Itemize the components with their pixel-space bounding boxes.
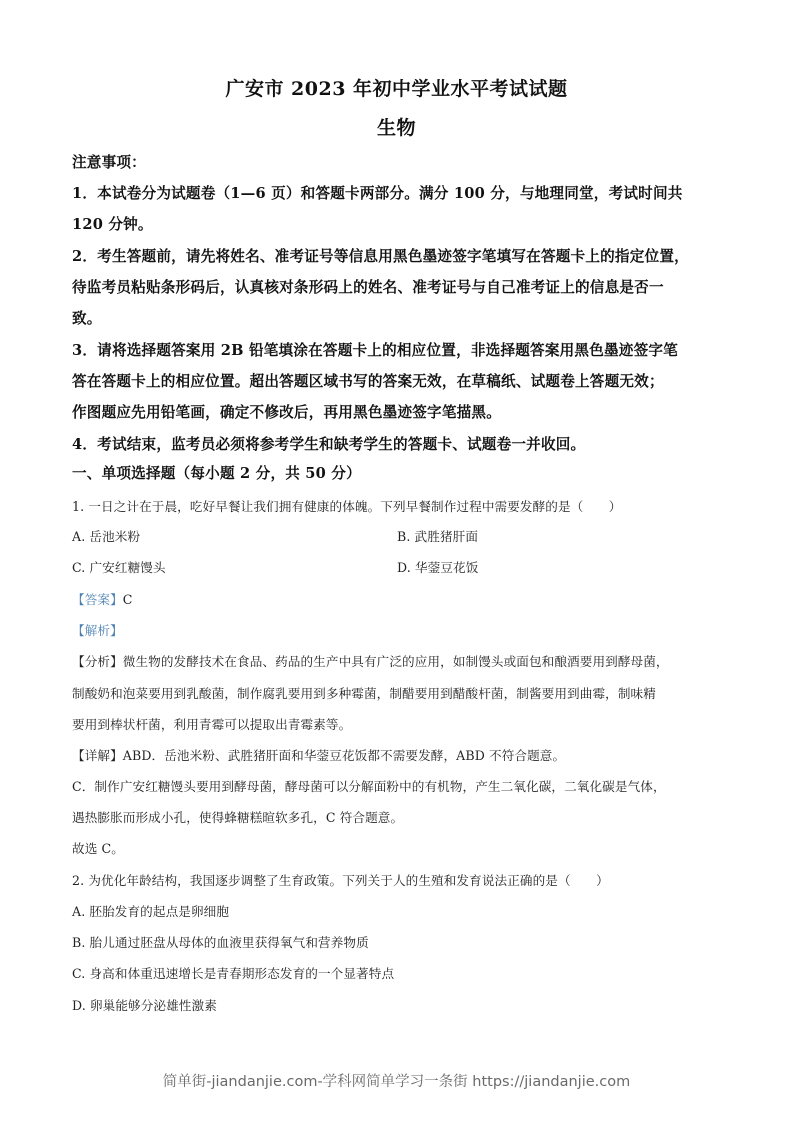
notes-line: 1．本试卷分为试题卷（1—6 页）和答题卡两部分。满分 100 分，与地理同堂，考试时间共 — [72, 185, 683, 202]
question-1-option-c: C. 广安红糖馒头 — [72, 560, 166, 575]
answer-tag: 【答案】 — [72, 592, 123, 607]
analysis-text: 微生物的发酵技术在食品、药品的生产中具有广泛的应用，如制馒头或面包和酿酒要用到酵母菌， — [122, 654, 669, 669]
question-2-option-a: A. 胚胎发育的起点是卵细胞 — [72, 904, 230, 919]
answer-row — [72, 589, 133, 608]
section-heading: 一、单项选择题（每小题 2 分，共 50 分） — [72, 465, 361, 482]
question-1-stem: 1. 一日之计在于晨，吃好早餐让我们拥有健康的体魄。下列早餐制作过程中需要发酵的是（ ） — [72, 499, 622, 514]
detail-label: 【详解】 — [72, 748, 123, 763]
question-2-option-d: D. 卵巢能够分泌雄性激素 — [72, 998, 217, 1013]
notes-line: 待监考员粘贴条形码后，认真核对条形码上的姓名、准考证号与自己准考证上的信息是否一 — [72, 279, 664, 296]
analysis-tag: 【解析】 — [72, 623, 123, 638]
answer-value: C — [122, 592, 133, 607]
analysis-line — [72, 651, 669, 670]
notes-line: 致。 — [72, 310, 102, 327]
analysis-line: 制酸奶和泡菜要用到乳酸菌，制作腐乳要用到多种霉菌，制醋要用到醋酸杆菌，制酱要用到曲霉，制味精 — [72, 686, 656, 701]
question-2-option-c: C. 身高和体重迅速增长是青春期形态发育的一个显著特点 — [72, 966, 395, 981]
question-2-option-b: B. 胎儿通过胚盘从母体的血液里获得氧气和营养物质 — [72, 935, 369, 950]
notes-line: 2．考生答题前，请先将姓名、准考证号等信息用黑色墨迹签字笔填写在答题卡上的指定位置， — [72, 248, 689, 265]
exam-title: 广安市 2023 年初中学业水平考试试题 — [225, 78, 568, 100]
detail-line: 故选 C。 — [72, 841, 124, 856]
detail-line: C．制作广安红糖馒头要用到酵母菌，酵母菌可以分解面粉中的有机物，产生二氧化碳，二氧化碳是气体， — [72, 779, 666, 794]
detail-line: 遇热膨胀而形成小孔，使得蜂糖糕暄软多孔，C 符合题意。 — [72, 810, 404, 825]
analysis-label: 【分析】 — [72, 654, 123, 669]
detail-text: ABD．岳池米粉、武胜猪肝面和华蓥豆花饭都不需要发酵，ABD 不符合题意。 — [122, 748, 566, 763]
notes-line: 作图题应先用铅笔画，确定不修改后，再用黑色墨迹签字笔描黑。 — [72, 404, 502, 421]
question-1-option-d: D. 华蓥豆花饭 — [397, 560, 479, 575]
analysis-line: 要用到棒状杆菌，利用青霉可以提取出青霉素等。 — [72, 717, 352, 732]
watermark-footer: 简单街-jiandanjie.com-学科网简单学习一条街 https://jiandanjie.com — [162, 1074, 631, 1090]
notes-line: 120 分钟。 — [72, 216, 153, 233]
question-2-stem: 2. 为优化年龄结构，我国逐步调整了生育政策。下列关于人的生殖和发育说法正确的是（ ） — [72, 873, 609, 888]
subject-title: 生物 — [376, 117, 416, 139]
notes-heading: 注意事项： — [72, 154, 146, 171]
notes-line: 答在答题卡上的相应位置。超出答题区域书写的答案无效，在草稿纸、试题卷上答题无效； — [72, 373, 664, 390]
notes-line: 4．考试结束，监考员必须将参考学生和缺考学生的答题卡、试题卷一并收回。 — [72, 436, 586, 453]
notes-line: 3．请将选择题答案用 2B 铅笔填涂在答题卡上的相应位置，非选择题答案用黑色墨迹签字笔 — [72, 342, 678, 359]
question-1-option-a: A. 岳池米粉 — [72, 529, 141, 544]
question-1-option-b: B. 武胜猪肝面 — [397, 529, 479, 544]
detail-line — [72, 745, 565, 764]
